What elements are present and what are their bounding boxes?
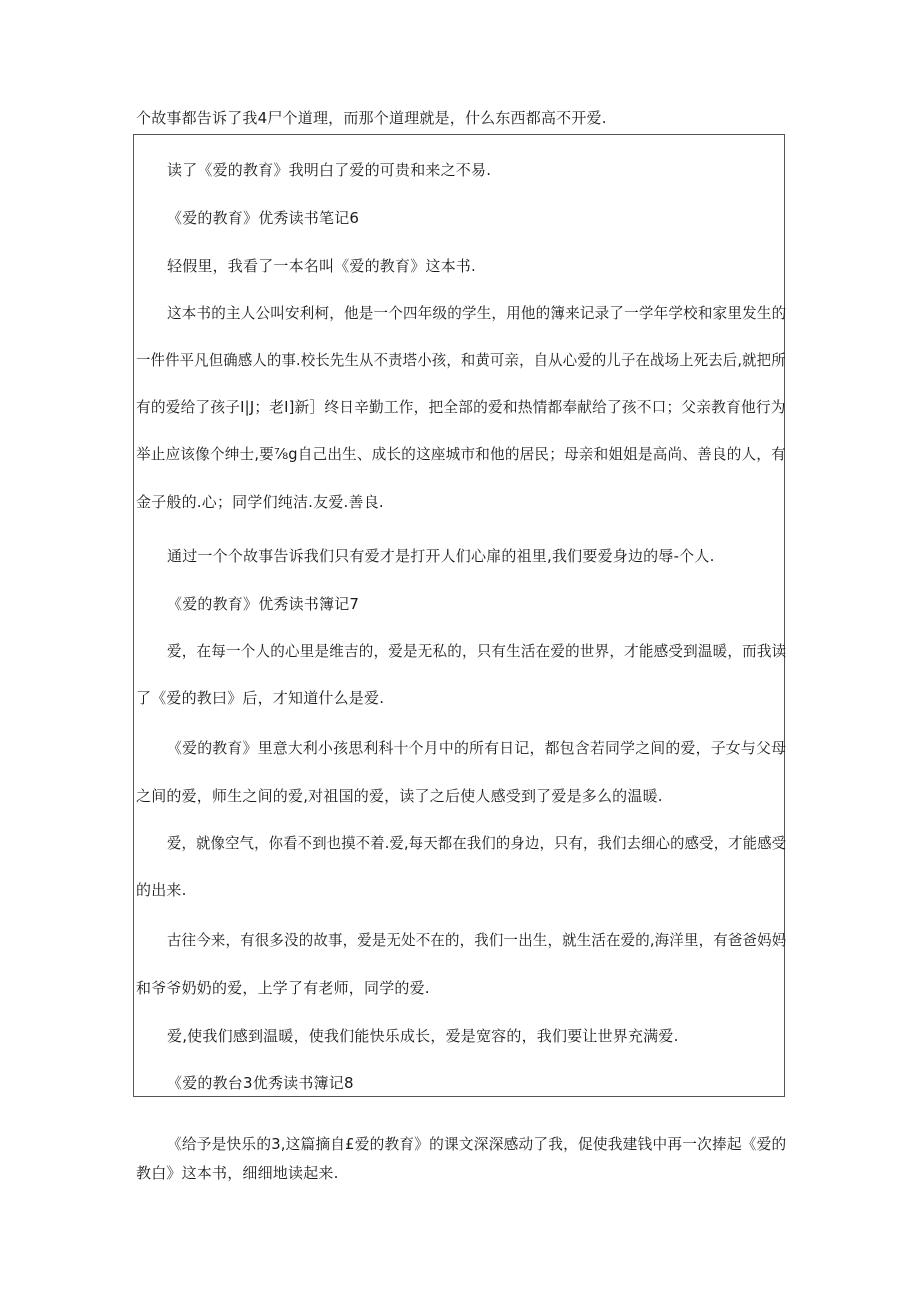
paragraph-line: 读了《爱的教育》我明白了爱的可贵和来之不易. — [167, 161, 492, 179]
section-heading: 《爱的教台3优秀读书簿记8 — [167, 1074, 354, 1092]
paragraph-line: 举止应该像个绅士,要⅞g自己出生、成长的这座城市和他的居民；母亲和姐姐是高尚、善良的人，有 — [136, 445, 786, 463]
text-box — [133, 134, 785, 1097]
paragraph-line: 一件件平凡但确感人的事.校长先生从不责塔小孩，和黄可亲，自从心爱的儿子在战场上死去后,就把所 — [136, 351, 786, 369]
paragraph-line: 和爷爷奶奶的爱，上学了有老师，同学的爱. — [136, 979, 430, 997]
section-heading: 《爱的教育》优秀读书笔记6 — [167, 209, 360, 227]
paragraph-line: 爱，就像空气，你看不到也摸不着.爱,每天都在我们的身边，只有，我们去细心的感受，才能感受 — [167, 834, 787, 852]
paragraph-line: 《爱的教育》里意大利小孩思利科十个月中的所有日记，都包含若同学之间的爱，子女与父母 — [167, 739, 787, 757]
paragraph-line: 教白》这本书，细细地读起来. — [136, 1164, 339, 1182]
paragraph-line: 爱,使我们感到温暖，使我们能快乐成长，爱是宽容的，我们要让世界充满爱. — [167, 1027, 679, 1045]
paragraph-line: 个故事都告诉了我4尸个道理，而那个道理就是，什么东西都高不开爱. — [136, 109, 607, 127]
paragraph-line: 了《爱的教曰》后，才知道什么是爱. — [136, 689, 385, 707]
paragraph-line: 通过一个个故事告诉我们只有爱才是打开人们心扉的祖里,我们要爱身边的辱-个人. — [167, 547, 715, 565]
paragraph-line: 的出来. — [136, 881, 187, 899]
paragraph-line: 爱，在每一个人的心里是维吉的，爱是无私的，只有生活在爱的世界，才能感受到温暖，而我读 — [167, 642, 787, 660]
paragraph-line: 这本书的主人公叫安利柯，他是一个四年级的学生，用他的簿来记录了一学年学校和家里发生的 — [167, 304, 787, 322]
paragraph-line: 轻假里，我看了一本名叫《爱的教育》这本书. — [167, 257, 476, 275]
paragraph-line: 金子般的.心；同学们纯洁.友爱.善良. — [136, 493, 384, 511]
paragraph-line: 古往今来，有很多没的故事，爱是无处不在的，我们一出生，就生活在爱的,海洋里，有爸爸妈妈 — [167, 931, 787, 949]
section-heading: 《爱的教育》优秀读书簿记7 — [167, 595, 360, 613]
paragraph-line: 有的爱给了孩子I|J；老I]新］终日辛勤工作，把全部的爱和热情都奉献给了孩不口；父亲教育他行为 — [136, 398, 786, 416]
paragraph-line: 《给予是快乐的3,这篇摘自£爱的教育》的课文深深感动了我，促使我建钱中再一次捧起《爱的 — [167, 1135, 787, 1153]
paragraph-line: 之间的爱，师生之间的爱,对祖国的爱，读了之后使人感受到了爱是多么的温暖. — [136, 787, 663, 805]
